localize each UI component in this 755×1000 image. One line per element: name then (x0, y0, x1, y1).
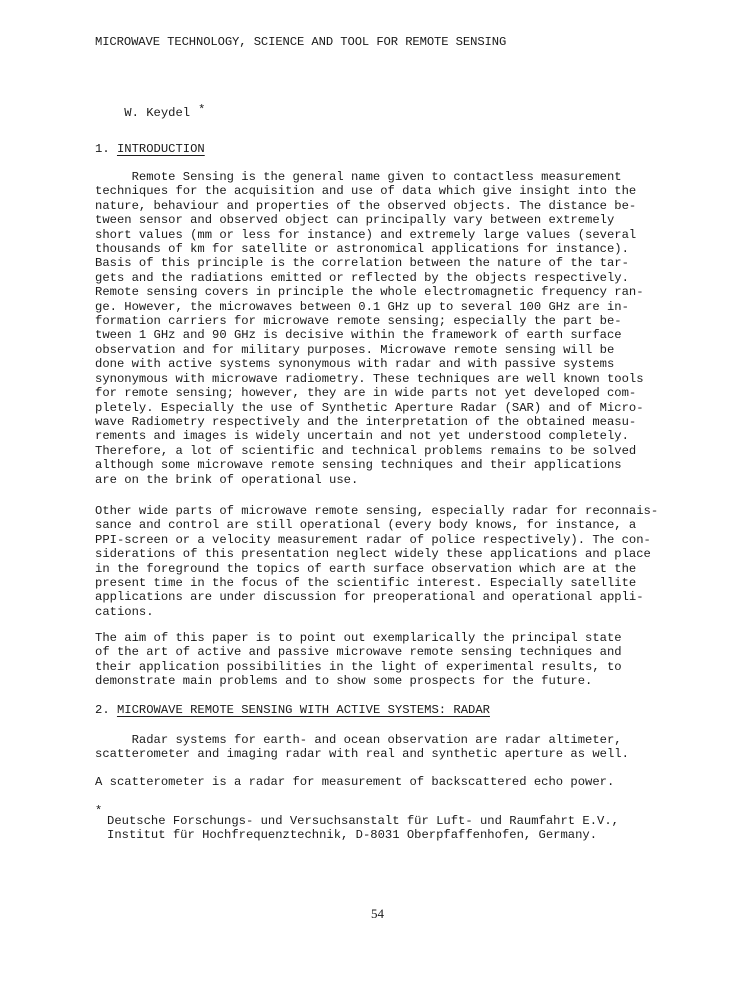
text-line: Radar systems for earth- and ocean observation are radar altimeter, (95, 733, 622, 747)
section-title: INTRODUCTION (116, 142, 205, 156)
text-line: short values (mm or less for instance) and extremely large values (several (95, 227, 637, 242)
text-line: of the art of active and passive microwave remote sensing techniques and (95, 645, 622, 660)
text-line: in the foreground the topics of earth surface observation which are at the (95, 561, 637, 576)
paragraph-introduction-2 (95, 504, 695, 619)
text-line: synonymous with microwave radiometry. These techniques are well known tools (95, 371, 644, 386)
text-line: rements and images is widely uncertain and not yet understood completely. (95, 429, 629, 444)
text-line: although some microwave remote sensing techniques and their applications (95, 458, 622, 473)
text-line: wave Radiometry respectively and the interpretation of the obtained measu- (95, 414, 637, 429)
text-line: gets and the radiations emitted or reflected by the objects respectively. (95, 270, 629, 285)
section-heading-introduction (95, 142, 205, 156)
section-heading-active-systems (95, 703, 490, 717)
text-line: Basis of this principle is the correlation between the nature of the tar- (95, 256, 629, 271)
text-line: applications are under discussion for preoperational and operational appli- (95, 590, 644, 605)
section-number: 2. (95, 703, 110, 717)
text-line: done with active systems synonymous with radar and with passive systems (95, 357, 615, 372)
section-title: MICROWAVE REMOTE SENSING WITH ACTIVE SYSTEMS: RADAR (116, 703, 490, 717)
footnote-mark: * (95, 804, 103, 818)
text-line: nature, behaviour and properties of the observed objects. The distance be- (95, 198, 637, 213)
text-line: are on the brink of operational use. (95, 472, 359, 487)
text-line: siderations of this presentation neglect widely these applications and place (95, 547, 651, 562)
affiliation-footnote (95, 804, 619, 843)
author-footnote-mark: * (198, 103, 206, 117)
text-line: techniques for the acquisition and use of data which give insight into the (95, 184, 637, 199)
text-line: tween sensor and observed object can principally vary between extremely (95, 213, 615, 228)
text-line: pletely. Especially the use of Synthetic Aperture Radar (SAR) and of Micro- (95, 400, 644, 415)
text-line: sance and control are still operational (every body knows, for instance, a (95, 518, 637, 533)
text-line: A scatterometer is a radar for measurement of backscattered echo power. (95, 775, 615, 789)
text-line: ge. However, the microwaves between 0.1 GHz up to several 100 GHz are in- (95, 299, 629, 314)
paper-title: MICROWAVE TECHNOLOGY, SCIENCE AND TOOL FOR REMOTE SENSING (95, 35, 507, 49)
paragraph-introduction-1 (95, 170, 695, 487)
paragraph-radar-1 (95, 733, 695, 762)
text-line: cations. (95, 604, 154, 619)
author-name: W. Keydel (124, 106, 191, 120)
text-line: scatterometer and imaging radar with real and synthetic aperture as well. (95, 747, 629, 762)
paragraph-introduction-3 (95, 631, 695, 689)
footnote-line: Deutsche Forschungs- und Versuchsanstalt für Luft- und Raumfahrt E.V., (107, 814, 619, 828)
text-line: The aim of this paper is to point out exemplarically the principal state (95, 631, 622, 645)
author-line (95, 92, 205, 134)
text-line: Therefore, a lot of scientific and technical problems remains to be solved (95, 443, 637, 458)
text-line: demonstrate main problems and to show some prospects for the future. (95, 674, 593, 689)
text-line: thousands of km for satellite or astronomical applications for instance). (95, 242, 629, 257)
text-line: observation and for military purposes. Microwave remote sensing will be (95, 342, 615, 357)
page-number: 54 (371, 906, 384, 921)
text-line: for remote sensing; however, they are in wide parts not yet developed com- (95, 386, 637, 401)
text-line: formation carriers for microwave remote sensing; especially the part be- (95, 314, 622, 329)
paragraph-radar-2 (95, 775, 695, 789)
text-line: tween 1 GHz and 90 GHz is decisive within the framework of earth surface (95, 328, 622, 343)
text-line: their application possibilities in the light of experimental results, to (95, 659, 622, 674)
footnote-line: Institut für Hochfrequenztechnik, D-8031 Oberpfaffenhofen, Germany. (107, 828, 598, 843)
text-line: Other wide parts of microwave remote sensing, especially radar for reconnais- (95, 504, 659, 518)
text-line: Remote sensing covers in principle the whole electromagnetic frequency ran- (95, 285, 644, 300)
text-line: PPI-screen or a velocity measurement radar of police respectively). The con- (95, 532, 651, 547)
section-number: 1. (95, 142, 110, 156)
text-line: present time in the focus of the scientific interest. Especially satellite (95, 576, 637, 591)
text-line: Remote Sensing is the general name given to contactless measurement (95, 170, 622, 184)
